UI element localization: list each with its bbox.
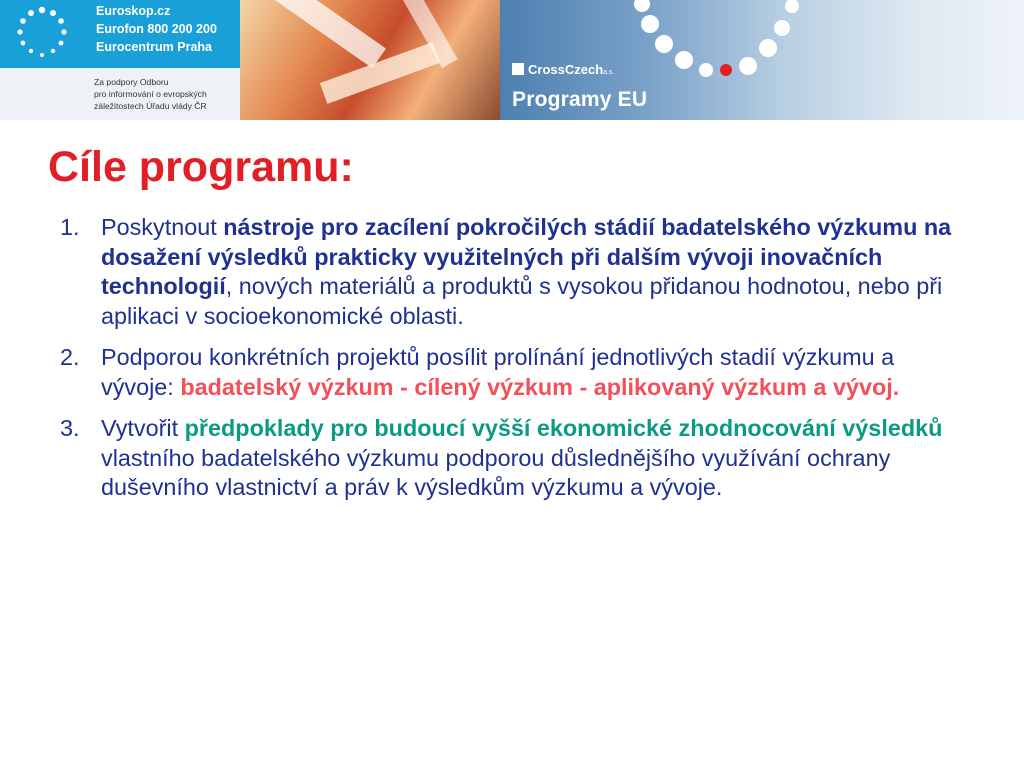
goal-item-1	[60, 213, 970, 331]
item-rest: , nových materiálů a produktů s vysokou přidanou hodnotou, nebo při aplikaci v socioekonomické oblasti.	[101, 273, 943, 329]
item-highlight: předpoklady pro budoucí vyšší ekonomické zhodnocování výsledků	[184, 415, 943, 441]
goals-list	[60, 213, 970, 515]
support-line: záležitostech Úřadu vlády ČR	[94, 101, 207, 111]
crossczech-panel	[500, 0, 1024, 120]
dots-arc-decoration-icon	[620, 0, 820, 82]
header-banner	[0, 0, 1024, 120]
program-label: Programy EU	[512, 88, 648, 111]
item-number: 1.	[60, 214, 80, 240]
eurocentrum-label: Eurocentrum Praha	[96, 40, 213, 54]
support-line: Za podpory Odboru	[94, 77, 169, 87]
euroskop-link[interactable]: Euroskop.cz	[96, 4, 171, 18]
crossczech-logo	[512, 62, 614, 77]
item-highlight: badatelský výzkum - cílený výzkum - aplikovaný výzkum a vývoj.	[180, 373, 900, 400]
item-lead: Vytvořit	[101, 415, 185, 441]
brand-suffix: a.s.	[603, 69, 615, 76]
header-photo	[240, 0, 500, 120]
support-panel	[0, 68, 240, 120]
item-lead: Poskytnout	[101, 214, 224, 240]
support-line: pro informování o evropských	[94, 89, 207, 99]
contact-lines	[96, 2, 217, 56]
item-bold: nástroje pro zacílení pokročilých stádií badatelského výzkumu na dosažení výsledků prakticky využitelných při dalším vývoji inovačních technologií	[101, 214, 952, 299]
item-number: 2.	[60, 344, 80, 370]
item-lead: Podporou konkrétních projektů posílit prolínání jednotlivých stadií výzkumu a vývoje:	[101, 344, 895, 400]
crossczech-mark-icon	[512, 63, 524, 75]
item-number: 3.	[60, 415, 80, 441]
eurofon-number: Eurofon 800 200 200	[96, 22, 217, 36]
euroskop-panel	[0, 0, 240, 68]
arrow-shape	[274, 0, 386, 68]
brand-name: CrossCzech	[528, 62, 604, 77]
goal-item-2	[60, 343, 970, 402]
slide-title: Cíle programu:	[48, 143, 354, 191]
stars-circle-logo-icon	[8, 4, 76, 64]
support-text	[94, 76, 207, 112]
item-rest: vlastního badatelského výzkumu podporou důslednějšího využívání ochrany duševního vlastnictví a práv k výsledkům výzkumu a vývoje.	[101, 444, 891, 500]
goal-item-3	[60, 414, 970, 503]
